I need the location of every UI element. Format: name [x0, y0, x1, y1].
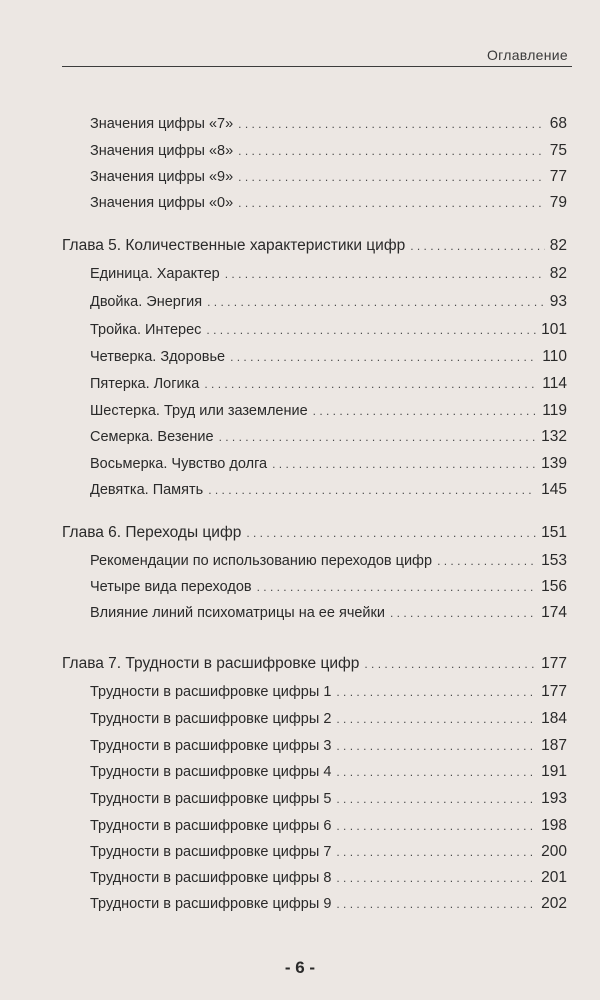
- toc-entry[interactable]: [90, 552, 567, 574]
- dot-leader: [238, 144, 545, 158]
- toc-entry-title: Трудности в расшифровке цифры 1: [90, 684, 332, 700]
- dot-leader: [336, 712, 536, 726]
- toc-entry-title: Тройка. Интерес: [90, 322, 202, 338]
- toc-entry-page: 153: [541, 552, 567, 569]
- toc-entry-title: Единица. Характер: [90, 266, 220, 282]
- header-rule: [62, 66, 572, 67]
- dot-leader: [336, 819, 536, 833]
- toc-entry[interactable]: [90, 843, 567, 865]
- toc-entry-page: 79: [549, 194, 567, 211]
- dot-leader: [238, 117, 545, 131]
- toc-entry-title: Трудности в расшифровке цифры 9: [90, 896, 332, 912]
- toc-entry-title: Значения цифры «0»: [90, 195, 234, 211]
- toc-chapter-title: Глава 7. Трудности в расшифровке цифр: [62, 655, 360, 672]
- dot-leader: [336, 897, 536, 911]
- toc-chapter-page: 177: [541, 655, 567, 672]
- dot-leader: [336, 765, 536, 779]
- toc-entry-title: Трудности в расшифровке цифры 8: [90, 870, 332, 886]
- toc-entry[interactable]: [90, 265, 567, 287]
- toc-entry-title: Рекомендации по использованию переходов цифр: [90, 553, 433, 569]
- toc-chapter-6[interactable]: [62, 524, 567, 546]
- toc-chapter-7[interactable]: [62, 655, 567, 677]
- toc-entry[interactable]: [90, 194, 567, 216]
- toc-chapter-title: Глава 6. Переходы цифр: [62, 524, 242, 541]
- dot-leader: [207, 295, 545, 309]
- toc-entry-page: 114: [542, 375, 567, 392]
- toc-entry-page: 132: [541, 428, 567, 445]
- dot-leader: [238, 170, 545, 184]
- toc-entry[interactable]: [90, 683, 567, 705]
- toc-entry[interactable]: [90, 168, 567, 190]
- toc-entry[interactable]: [90, 142, 567, 164]
- toc-entry[interactable]: [90, 710, 567, 732]
- dot-leader: [219, 430, 537, 444]
- toc-entry-page: 68: [549, 115, 567, 132]
- dot-leader: [437, 554, 536, 568]
- toc-entry[interactable]: [90, 737, 567, 759]
- toc-entry-title: Четверка. Здоровье: [90, 349, 226, 365]
- toc-entry-page: 184: [541, 710, 567, 727]
- toc-entry[interactable]: [90, 375, 567, 397]
- toc-entry[interactable]: [90, 321, 567, 343]
- dot-leader: [204, 377, 537, 391]
- toc-entry[interactable]: [90, 348, 567, 370]
- toc-entry-title: Значения цифры «7»: [90, 116, 234, 132]
- dot-leader: [208, 483, 536, 497]
- dot-leader: [336, 685, 536, 699]
- toc-entry[interactable]: [90, 817, 567, 839]
- toc-entry[interactable]: [90, 578, 567, 600]
- toc-entry-page: 177: [541, 683, 567, 700]
- toc-entry-title: Трудности в расшифровке цифры 5: [90, 791, 332, 807]
- dot-leader: [272, 457, 536, 471]
- toc-entry-title: Двойка. Энергия: [90, 294, 203, 310]
- toc-entry[interactable]: [90, 428, 567, 450]
- toc-entry-title: Четыре вида переходов: [90, 579, 252, 595]
- toc-entry-title: Трудности в расшифровке цифры 4: [90, 764, 332, 780]
- toc-entry[interactable]: [90, 869, 567, 891]
- toc-entry-title: Восьмерка. Чувство долга: [90, 456, 268, 472]
- toc-entry-page: 200: [541, 843, 567, 860]
- dot-leader: [336, 792, 536, 806]
- dot-leader: [336, 845, 536, 859]
- dot-leader: [230, 350, 537, 364]
- toc-entry-title: Трудности в расшифровке цифры 3: [90, 738, 332, 754]
- toc-entry-title: Шестерка. Труд или заземление: [90, 403, 308, 419]
- dot-leader: [364, 657, 536, 671]
- toc-entry-page: 198: [541, 817, 567, 834]
- toc-entry-page: 191: [541, 763, 567, 780]
- toc-entry-page: 156: [541, 578, 567, 595]
- toc-entry-page: 82: [549, 265, 567, 282]
- toc-entry-page: 202: [541, 895, 567, 912]
- toc-entry[interactable]: [90, 604, 567, 626]
- toc-entry-page: 119: [542, 402, 567, 419]
- dot-leader: [410, 239, 545, 253]
- toc-entry-page: 174: [541, 604, 567, 621]
- toc-entry-page: 110: [542, 348, 567, 365]
- dot-leader: [336, 871, 536, 885]
- toc-entry-page: 101: [541, 321, 567, 338]
- toc-entry[interactable]: [90, 481, 567, 503]
- toc-entry-page: 193: [541, 790, 567, 807]
- toc-entry-page: 93: [549, 293, 567, 310]
- dot-leader: [206, 323, 536, 337]
- running-head: Оглавление: [486, 47, 568, 63]
- toc-entry-title: Значения цифры «8»: [90, 143, 234, 159]
- toc-entry-page: 77: [549, 168, 567, 185]
- toc-entry-title: Семерка. Везение: [90, 429, 214, 445]
- toc-entry-title: Трудности в расшифровке цифры 2: [90, 711, 332, 727]
- toc-chapter-5[interactable]: [62, 237, 567, 259]
- toc-entry[interactable]: [90, 763, 567, 785]
- dot-leader: [225, 267, 545, 281]
- toc-entry[interactable]: [90, 115, 567, 137]
- toc-entry-page: 201: [541, 869, 567, 886]
- toc-entry[interactable]: [90, 790, 567, 812]
- toc-entry[interactable]: [90, 402, 567, 424]
- toc-entry-title: Трудности в расшифровке цифры 6: [90, 818, 332, 834]
- toc-chapter-title: Глава 5. Количественные характеристики цифр: [62, 237, 406, 254]
- toc-entry[interactable]: [90, 293, 567, 315]
- dot-leader: [257, 580, 537, 594]
- toc-entry[interactable]: [90, 895, 567, 917]
- toc-entry-title: Девятка. Память: [90, 482, 204, 498]
- toc-entry[interactable]: [90, 455, 567, 477]
- toc-entry-title: Трудности в расшифровке цифры 7: [90, 844, 332, 860]
- toc-entry-title: Влияние линий психоматрицы на ее ячейки: [90, 605, 385, 621]
- toc-chapter-page: 151: [541, 524, 567, 541]
- dot-leader: [336, 739, 536, 753]
- toc-entry-page: 145: [541, 481, 567, 498]
- toc-entry-title: Пятерка. Логика: [90, 376, 200, 392]
- toc-entry-page: 187: [541, 737, 567, 754]
- toc-entry-page: 75: [549, 142, 567, 159]
- dot-leader: [246, 526, 536, 540]
- toc-entry-page: 139: [541, 455, 567, 472]
- toc-entry-title: Значения цифры «9»: [90, 169, 234, 185]
- dot-leader: [390, 606, 536, 620]
- dot-leader: [313, 404, 538, 418]
- page-number: - 6 -: [284, 958, 316, 977]
- dot-leader: [238, 196, 545, 210]
- toc-chapter-page: 82: [549, 237, 567, 254]
